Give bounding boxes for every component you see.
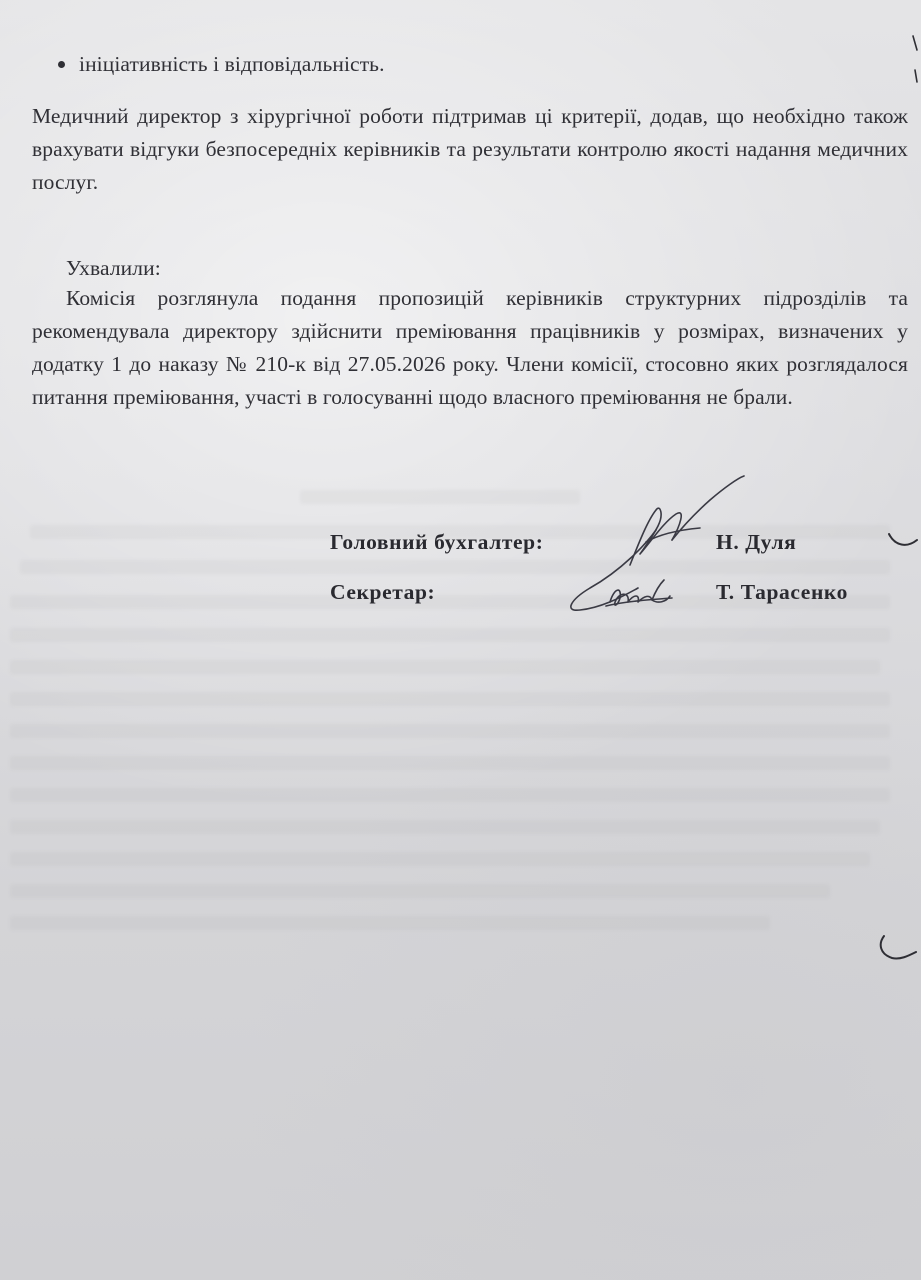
bullet-icon [58,61,65,68]
bullet-list-item [58,48,658,81]
paragraph-surgical-director: Медичний директор з хірургічної роботи підтримав ці критерії, додав, що необхідно також врахувати відгуки безпосередніх керівників та результати контролю якості надання медичних послуг. [32,104,908,194]
page-edge-mark [905,30,921,90]
page-edge-mark [885,520,921,560]
chief-accountant-name: Н. Дуля [716,530,797,554]
secretary-name: Т. Тарасенко [716,580,848,604]
page-edge-mark [870,930,921,970]
paragraph-commission-resolution: Комісія розглянула подання пропозицій керівників структурних підрозділів та рекомендувала директору здійснити преміювання працівників у розмірах, визначених у додатку 1 до наказу № 210-к від 27.05.2026 року. Члени комісії, стосовно яких розглядалося питання преміювання, участі в голосуванні щодо власного преміювання не брали. [32,286,908,409]
resolution-heading: Ухвалили: [66,256,161,280]
chief-accountant-label: Головний бухгалтер: [330,530,544,554]
handwritten-signatures [560,470,750,630]
secretary-label: Секретар: [330,580,436,604]
bullet-item-text: ініціативність і відповідальність. [79,52,385,76]
